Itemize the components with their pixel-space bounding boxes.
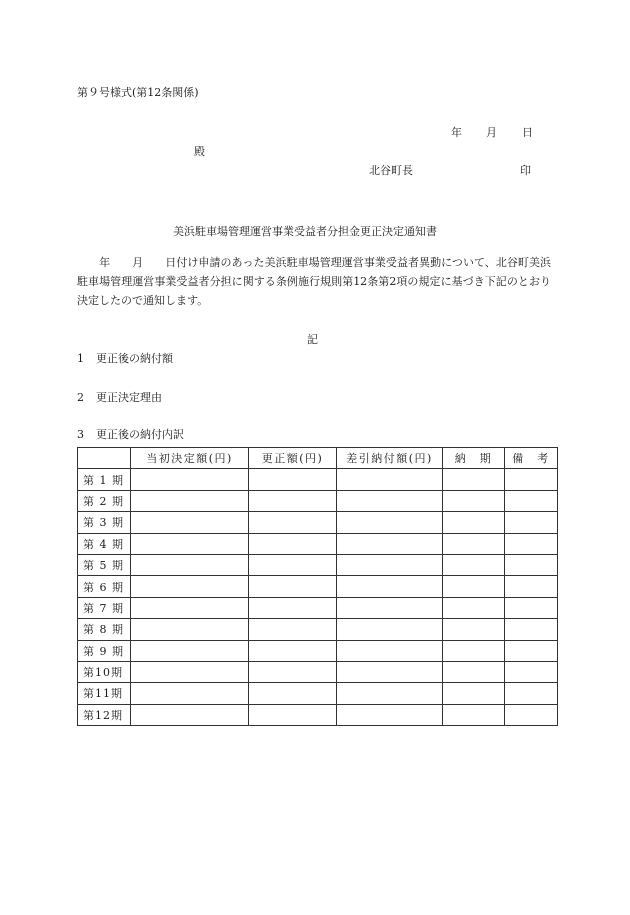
due-date-cell [443, 640, 505, 661]
date-day-label: 日 [522, 126, 533, 139]
remarks-cell [505, 640, 558, 661]
net-payment-cell [337, 533, 443, 554]
revised-amount-cell [249, 490, 337, 511]
issuer-name: 北谷町長 [369, 164, 413, 177]
remarks-cell [505, 597, 558, 618]
header-initial-amount: 当初決定額(円) [131, 448, 249, 469]
table-row [78, 661, 558, 682]
period-cell: 第12期 [78, 704, 131, 725]
initial-amount-cell [131, 576, 249, 597]
table-row [78, 533, 558, 554]
item-revised-payment [77, 350, 173, 366]
net-payment-cell [337, 661, 443, 682]
table-row [78, 683, 558, 704]
item-number: 2 [77, 391, 84, 404]
initial-amount-cell [131, 490, 249, 511]
form-number-label: 第９号様式(第12条関係) [77, 86, 199, 99]
period-cell: 第 5 期 [78, 554, 131, 575]
period-cell: 第 1 期 [78, 469, 131, 490]
period-cell: 第 6 期 [78, 576, 131, 597]
net-payment-cell [337, 512, 443, 533]
period-cell: 第 7 期 [78, 597, 131, 618]
revised-amount-cell [249, 554, 337, 575]
item-label: 更正後の納付内訳 [96, 428, 184, 441]
period-cell: 第 4 期 [78, 533, 131, 554]
revised-amount-cell [249, 469, 337, 490]
item-revision-reason [77, 389, 162, 405]
table-row [78, 576, 558, 597]
header-due-date: 納 期 [443, 448, 505, 469]
net-payment-cell [337, 640, 443, 661]
remarks-cell [505, 533, 558, 554]
revised-amount-cell [249, 512, 337, 533]
period-cell: 第 3 期 [78, 512, 131, 533]
date-line [451, 124, 533, 140]
period-cell: 第10期 [78, 661, 131, 682]
table-row [78, 704, 558, 725]
net-payment-cell [337, 469, 443, 490]
remarks-cell [505, 554, 558, 575]
revised-amount-cell [249, 683, 337, 704]
initial-amount-cell [131, 661, 249, 682]
item-number: 3 [77, 428, 84, 441]
due-date-cell [443, 512, 505, 533]
date-month-label: 月 [486, 126, 497, 139]
initial-amount-cell [131, 619, 249, 640]
revised-amount-cell [249, 704, 337, 725]
item-payment-breakdown [77, 426, 184, 442]
remarks-cell [505, 661, 558, 682]
initial-amount-cell [131, 554, 249, 575]
due-date-cell [443, 469, 505, 490]
initial-amount-cell [131, 704, 249, 725]
header-revised-amount: 更正額(円) [249, 448, 337, 469]
table-row [78, 619, 558, 640]
table-row [78, 554, 558, 575]
table-row [78, 490, 558, 511]
net-payment-cell [337, 683, 443, 704]
table-row [78, 469, 558, 490]
addressee-suffix: 殿 [194, 145, 205, 158]
header-period [78, 448, 131, 469]
period-cell: 第 2 期 [78, 490, 131, 511]
initial-amount-cell [131, 683, 249, 704]
initial-amount-cell [131, 533, 249, 554]
net-payment-cell [337, 576, 443, 597]
initial-amount-cell [131, 469, 249, 490]
remarks-cell [505, 704, 558, 725]
net-payment-cell [337, 704, 443, 725]
initial-amount-cell [131, 597, 249, 618]
remarks-cell [505, 576, 558, 597]
due-date-cell [443, 533, 505, 554]
due-date-cell [443, 576, 505, 597]
net-payment-cell [337, 619, 443, 640]
item-label: 更正後の納付額 [96, 352, 173, 365]
remarks-cell [505, 619, 558, 640]
due-date-cell [443, 554, 505, 575]
remarks-cell [505, 683, 558, 704]
revised-amount-cell [249, 597, 337, 618]
net-payment-cell [337, 597, 443, 618]
due-date-cell [443, 683, 505, 704]
notice-body: 年 月 日付け申請のあった美浜駐車場管理運営事業受益者異動について、北谷町美浜駐車場管理運営事業受益者分担に関する条例施行規則第12条第2項の規定に基づき下記のとおり決定したので通知します。 [77, 256, 551, 307]
revised-amount-cell [249, 661, 337, 682]
due-date-cell [443, 704, 505, 725]
revised-amount-cell [249, 640, 337, 661]
revised-amount-cell [249, 576, 337, 597]
table-row [78, 512, 558, 533]
period-cell: 第11期 [78, 683, 131, 704]
header-net-payment: 差引納付額(円) [337, 448, 443, 469]
revised-amount-cell [249, 619, 337, 640]
document-title: 美浜駐車場管理運営事業受益者分担金更正決定通知書 [173, 225, 437, 238]
payment-breakdown-table [77, 447, 558, 726]
net-payment-cell [337, 490, 443, 511]
date-year-label: 年 [451, 126, 462, 139]
due-date-cell [443, 661, 505, 682]
header-remarks: 備 考 [505, 448, 558, 469]
item-number: 1 [77, 352, 84, 365]
initial-amount-cell [131, 512, 249, 533]
revised-amount-cell [249, 533, 337, 554]
table-row [78, 597, 558, 618]
table-header-row [78, 448, 558, 469]
remarks-cell [505, 490, 558, 511]
remarks-cell [505, 469, 558, 490]
period-cell: 第 8 期 [78, 619, 131, 640]
period-cell: 第 9 期 [78, 640, 131, 661]
ki-heading: 記 [307, 333, 318, 346]
due-date-cell [443, 597, 505, 618]
table-row [78, 640, 558, 661]
net-payment-cell [337, 554, 443, 575]
remarks-cell [505, 512, 558, 533]
initial-amount-cell [131, 640, 249, 661]
item-label: 更正決定理由 [96, 391, 162, 404]
seal-mark: 印 [520, 164, 531, 177]
due-date-cell [443, 619, 505, 640]
due-date-cell [443, 490, 505, 511]
